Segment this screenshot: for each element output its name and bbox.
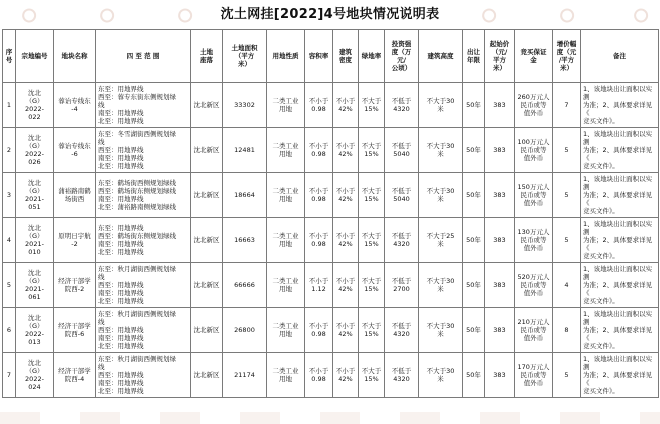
cell-far: 不小于 0.98 — [305, 218, 333, 263]
cell-height: 不大于30 米 — [419, 173, 463, 218]
header-code: 宗地编号 — [16, 30, 54, 83]
header-deposit: 竞买保证 金 — [515, 30, 553, 83]
cell-location: 沈北新区 — [191, 173, 223, 218]
cell-height: 不大于25 米 — [419, 218, 463, 263]
boundary-line: 东至：秋月湖街西侧规划绿 线 — [98, 309, 176, 326]
cell-price: 383 — [485, 308, 515, 353]
boundary-line: 南至：用地界线 — [98, 109, 144, 118]
cell-location: 沈北新区 — [191, 83, 223, 128]
header-increment: 增价幅 度（元 /平方 米） — [553, 30, 581, 83]
cell-no: 4 — [3, 218, 16, 263]
cell-term: 50年 — [463, 83, 485, 128]
boundary-line: 北至：用地界线 — [98, 248, 144, 257]
cell-area: 21174 — [223, 353, 267, 398]
page-title: 沈土网挂[2022]4号地块情况说明表 — [220, 7, 440, 22]
cell-location: 沈北新区 — [191, 128, 223, 173]
cell-increment: 7 — [553, 83, 581, 128]
boundary-line: 西至：鹤场街东侧规划绿线 — [98, 186, 176, 195]
cell-price: 383 — [485, 83, 515, 128]
cell-location: 沈北新区 — [191, 218, 223, 263]
boundary-line: 北至：用地界线 — [98, 297, 144, 306]
cell-no: 5 — [3, 263, 16, 308]
header-use: 用地性质 — [267, 30, 305, 83]
cell-green: 不大于 15% — [359, 308, 385, 353]
header-name: 地块名称 — [54, 30, 96, 83]
boundary-line: 南至：用地界线 — [98, 289, 144, 298]
cell-name: 蓉诒专线东 -6 — [54, 128, 96, 173]
cell-boundary — [96, 308, 191, 353]
boundary-line: 西至：用地界线 — [98, 280, 144, 289]
boundary-line: 东至：用地界线 — [98, 223, 144, 232]
cell-deposit: 210万元人 民币或等 值外币 — [515, 308, 553, 353]
cell-code: 沈北 （G）2022- 024 — [16, 353, 54, 398]
cell-code: 沈北 （G）2021- 051 — [16, 173, 54, 218]
cell-price: 383 — [485, 353, 515, 398]
cell-height: 不大于30 米 — [419, 353, 463, 398]
cell-far: 不小于 0.98 — [305, 308, 333, 353]
cell-term: 50年 — [463, 353, 485, 398]
cell-boundary — [96, 173, 191, 218]
boundary-line: 北至：用地界线 — [98, 117, 144, 126]
header-term: 出让 年限 — [463, 30, 485, 83]
boundary-line: 西至：蓉专东街东侧规划绿 线 — [98, 92, 176, 109]
boundary-line: 东至：鹤场街西侧规划绿线 — [98, 178, 176, 187]
header-density: 建筑 密度 — [333, 30, 359, 83]
cell-invest: 不低于 5040 — [385, 173, 419, 218]
cell-note: 1、该地块出让面积以实测 为准；2、具体要求详见《 竞买文件》。 — [581, 218, 659, 263]
cell-deposit: 130万元人 民币或等 值外币 — [515, 218, 553, 263]
table-row — [3, 308, 659, 353]
cell-green: 不大于 15% — [359, 353, 385, 398]
cell-location: 沈北新区 — [191, 353, 223, 398]
cell-green: 不大于 15% — [359, 218, 385, 263]
cell-far: 不小于 1.12 — [305, 263, 333, 308]
cell-boundary — [96, 263, 191, 308]
cell-green: 不大于 15% — [359, 83, 385, 128]
cell-invest: 不低于 4320 — [385, 308, 419, 353]
cell-use: 二类工业 用地 — [267, 83, 305, 128]
header-note: 备注 — [581, 30, 659, 83]
boundary-line: 北至：用地界线 — [98, 387, 144, 396]
cell-height: 不大于30 米 — [419, 83, 463, 128]
boundary-line: 南至：用地界线 — [98, 240, 144, 248]
cell-density: 不小于 42% — [333, 128, 359, 173]
cell-note: 1、该地块出让面积以实测 为准；2、具体要求详见《 竞买文件》。 — [581, 353, 659, 398]
cell-name: 经济干部学 院西-4 — [54, 353, 96, 398]
cell-code: 沈北 （G）2022- 022 — [16, 83, 54, 128]
boundary-line: 南至：用地界线 — [98, 379, 144, 388]
cell-name: 经济干部学 院西-2 — [54, 263, 96, 308]
cell-code: 沈北 （G）2021- 010 — [16, 218, 54, 263]
cell-note: 1、该地块出让面积以实测 为准；2、具体要求详见《 竞买文件》。 — [581, 173, 659, 218]
cell-deposit: 260万元人 民币或等 值外币 — [515, 83, 553, 128]
header-invest: 投资强 度（万 元/ 公顷） — [385, 30, 419, 83]
cell-area: 18664 — [223, 173, 267, 218]
cell-increment: 5 — [553, 173, 581, 218]
cell-increment: 8 — [553, 308, 581, 353]
table-row — [3, 218, 659, 263]
cell-deposit: 100万元人 民币或等 值外币 — [515, 128, 553, 173]
cell-density: 不小于 42% — [333, 263, 359, 308]
cell-term: 50年 — [463, 128, 485, 173]
cell-deposit: 150万元人 民币或等 值外币 — [515, 173, 553, 218]
cell-area: 66666 — [223, 263, 267, 308]
cell-location: 沈北新区 — [191, 263, 223, 308]
cell-name: 蒲裕路南鹤 场街西 — [54, 173, 96, 218]
cell-term: 50年 — [463, 308, 485, 353]
boundary-line: 东至：用地界线 — [98, 84, 144, 93]
cell-area: 33302 — [223, 83, 267, 128]
boundary-line: 西至：用地界线 — [98, 370, 144, 379]
cell-increment: 5 — [553, 353, 581, 398]
cell-boundary — [96, 218, 191, 263]
cell-deposit: 520万元人 民币或等 值外币 — [515, 263, 553, 308]
boundary-line: 东至：秋月湖街西侧规划绿 线 — [98, 354, 176, 371]
cell-term: 50年 — [463, 173, 485, 218]
boundary-line: 北至：用地界线 — [98, 162, 144, 171]
cell-area: 12481 — [223, 128, 267, 173]
header-price: 起始价 （元/ 平方 米） — [485, 30, 515, 83]
cell-far: 不小于 0.98 — [305, 83, 333, 128]
cell-price: 383 — [485, 128, 515, 173]
cell-use: 二类工业 用地 — [267, 353, 305, 398]
boundary-line: 北至：蒲裕路南侧规划绿线 — [98, 203, 176, 212]
boundary-line: 东至：秋月湖街西侧规划绿 线 — [98, 264, 176, 281]
cell-far: 不小于 0.98 — [305, 128, 333, 173]
cell-boundary — [96, 353, 191, 398]
table-row — [3, 128, 659, 173]
cell-area: 16663 — [223, 218, 267, 263]
header-area: 土地面积 （平方 米） — [223, 30, 267, 83]
header-no: 序号 — [3, 30, 16, 83]
cell-use: 二类工业 用地 — [267, 308, 305, 353]
cell-name: 蓉诒专线东 -4 — [54, 83, 96, 128]
cell-boundary — [96, 128, 191, 173]
cell-code: 沈北 （G）2021- 061 — [16, 263, 54, 308]
cell-density: 不小于 42% — [333, 218, 359, 263]
cell-green: 不大于 15% — [359, 128, 385, 173]
cell-density: 不小于 42% — [333, 173, 359, 218]
cell-far: 不小于 0.98 — [305, 353, 333, 398]
cell-note: 1、该地块出让面积以实测 为准；2、具体要求详见《 竞买文件》。 — [581, 308, 659, 353]
cell-height: 不大于30 米 — [419, 263, 463, 308]
cell-far: 不小于 0.98 — [305, 173, 333, 218]
boundary-line: 西至：用地界线 — [98, 325, 144, 334]
table-row — [3, 83, 659, 128]
cell-note: 1、该地块出让面积以实测 为准；2、具体要求详见《 竞买文件》。 — [581, 263, 659, 308]
cell-height: 不大于30 米 — [419, 308, 463, 353]
cell-note: 1、该地块出让面积以实测 为准；2、具体要求详见《 竞买文件》。 — [581, 83, 659, 128]
land-info-table — [2, 29, 659, 398]
header-location: 土地 座落 — [191, 30, 223, 83]
cell-name: 经济干部学 院西-6 — [54, 308, 96, 353]
cell-density: 不小于 42% — [333, 353, 359, 398]
header-boundary: 四 至 范 围 — [96, 30, 191, 83]
header-row — [3, 30, 659, 83]
boundary-line: 北至：用地界线 — [98, 342, 144, 351]
cell-term: 50年 — [463, 218, 485, 263]
boundary-line: 东至：冬雪湖街西侧规划绿 线 — [98, 129, 176, 146]
cell-no: 1 — [3, 83, 16, 128]
table-row — [3, 263, 659, 308]
header-far: 容积率 — [305, 30, 333, 83]
header-green: 绿地率 — [359, 30, 385, 83]
cell-no: 6 — [3, 308, 16, 353]
table-body — [3, 83, 659, 398]
watermark-strip — [0, 412, 660, 424]
boundary-line: 西至：用地界线 — [98, 145, 144, 154]
cell-use: 二类工业 用地 — [267, 128, 305, 173]
table-row — [3, 173, 659, 218]
cell-invest: 不低于 2700 — [385, 263, 419, 308]
cell-use: 二类工业 用地 — [267, 218, 305, 263]
header-height: 建筑高度 — [419, 30, 463, 83]
cell-invest: 不低于 4320 — [385, 218, 419, 263]
boundary-line: 西至：鹤场街东侧规划绿线 — [98, 231, 176, 240]
cell-location: 沈北新区 — [191, 308, 223, 353]
cell-green: 不大于 15% — [359, 173, 385, 218]
boundary-line: 南至：用地界线 — [98, 195, 144, 203]
cell-price: 383 — [485, 173, 515, 218]
cell-increment: 4 — [553, 263, 581, 308]
cell-no: 3 — [3, 173, 16, 218]
cell-increment: 5 — [553, 218, 581, 263]
boundary-line: 南至：用地界线 — [98, 334, 144, 343]
boundary-line: 南至：用地界线 — [98, 154, 144, 163]
cell-deposit: 170万元人 民币或等 值外币 — [515, 353, 553, 398]
cell-density: 不小于 42% — [333, 83, 359, 128]
cell-term: 50年 — [463, 263, 485, 308]
cell-boundary — [96, 83, 191, 128]
cell-invest: 不低于 4320 — [385, 353, 419, 398]
cell-code: 沈北 （G）2022- 026 — [16, 128, 54, 173]
cell-no: 7 — [3, 353, 16, 398]
cell-green: 不大于 15% — [359, 263, 385, 308]
cell-no: 2 — [3, 128, 16, 173]
cell-height: 不大于30 米 — [419, 128, 463, 173]
table-row — [3, 353, 659, 398]
cell-code: 沈北 （G）2022- 013 — [16, 308, 54, 353]
cell-use: 二类工业 用地 — [267, 263, 305, 308]
cell-use: 二类工业 用地 — [267, 173, 305, 218]
cell-area: 26800 — [223, 308, 267, 353]
cell-price: 383 — [485, 263, 515, 308]
cell-price: 383 — [485, 218, 515, 263]
cell-invest: 不低于 5040 — [385, 128, 419, 173]
cell-density: 不小于 42% — [333, 308, 359, 353]
cell-name: 原明日宇航 -2 — [54, 218, 96, 263]
cell-invest: 不低于 4320 — [385, 83, 419, 128]
cell-increment: 5 — [553, 128, 581, 173]
cell-note: 1、该地块出让面积以实测 为准；2、具体要求详见《 竞买文件》。 — [581, 128, 659, 173]
